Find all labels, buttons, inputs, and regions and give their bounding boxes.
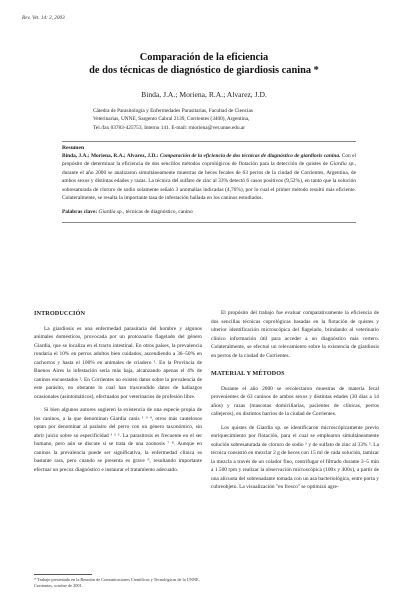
keywords-value: técnicas de diagnóstico, canino (125, 208, 193, 215)
title-line-1: Comparación de la eficiencia (139, 52, 269, 63)
abstract-text (62, 152, 356, 203)
right-paragraph-1: El propósito del trabajo fue evaluar comparativamente la eficiencia de dos sencillas técnicas coprológicas basadas en la flotación de quistes y ulterior identificación microscópica del flagelado, brindando al veterinario clínico información útil para acceder a un diagnóstico más certero. Colateralmente, se efectuó un relevamiento sobre la existencia de giardiosis en perros de la ciudad de Corrientes. (211, 310, 379, 359)
keywords-label: Palabras clave: (62, 208, 98, 215)
affiliation-line-1: Cátedra de Parasitología y Enfermedades Parasitarias, Facultad de Ciencias (93, 108, 253, 114)
intro-heading: INTRODUCCIÓN (34, 310, 86, 317)
right-paragraph-3: Los quistes de Giardia sp. se identificaron microscópicamente previo enriquecimiento por flotación, para el cual se emplearon simultáneamente solución sobresaturada de cloruro de sodio ⁵ y de sulfato de zinc al 33% ³. La técnica consistió en mezclar 2 g de heces con 15 ml de cada solución, tamizar la mezcla a través de un colador fino, centrifugar el filtrado durante 3–5 min a 1.500 rpm y realizar la observación microscópica (100x y 400x), a partir de una alícuota del sobrenadante tomada con un asa bacteriológica, entre porta y cubreobjeto. La visualización "en fresco" se optimizó agre- (211, 424, 379, 490)
abstract-genus: Giardia sp., (329, 161, 356, 168)
abstract-cite-authors: Binda, J.A.; Moriena, R.A.; Alvarez, J.D.: (62, 153, 159, 159)
affiliation (93, 107, 393, 132)
left-paragraph-1: La giardiosis es una enfermedad parasitaria del hombre y algunos animales domésticos, provocada por un protozoario flagelado del género Giardia, que se localiza en el tracto intestinal. En otros países, la prevalencia rondaría el 10% en perros adultos bien cuidados, ascendiendo a 36–50% en cachorros y hasta el 100% en animales de criadero ¹. En la Provincia de Buenos Aires la infestación sería más baja, alcanzando apenas el 4% de caninos encuestados ². En Corrientes no existen datos sobre la prevalencia de este parásito, no obstante lo cual han trascendido datos de hallazgos ocasionales (asintomáticos), efectuados por veterinarios de profesión libre. (34, 325, 202, 400)
keywords (62, 208, 356, 223)
footnote: * Trabajo presentado en la Reunión de Comunicaciones Científicas y Tecnológicas de la UNNE, Corrientes, octubre de 2001. (34, 577, 200, 588)
authors: Binda, J.A.; Moriena, R.A.; Alvarez, J.D. (141, 90, 267, 99)
abstract-body-2: durante el año 2000 se analizaron simultáneamente muestras de heces fecales de 63 perros de la ciudad de Corrientes, Argentina, de ambos sexos y distintas edades y razas. La técnica del sulfato de zinc al 33% detectó 6 casos positivos (9,52%), en tanto que la solución sobresaturada de cloruro de sodio solamente señaló 3 anomalías indicadas (4,76%), por lo cual el primer método resultó más eficiente. Colateralmente, se resalta la importante tasa de infestación hallada en los caninos estudiados. (62, 169, 356, 202)
left-column (34, 309, 202, 479)
abstract-body-1: Con el propósito de determinar la eficiencia de dos sencillos métodos coprológicos de flotación para la detección de quistes de (62, 153, 356, 168)
title-line-2: de dos técnicas de diagnóstico de giardiosis canina * (89, 64, 319, 76)
methods-heading: MATERIAL Y MÉTODOS (211, 370, 285, 377)
footnote-rule (34, 574, 92, 575)
article-title (40, 52, 368, 77)
affiliation-line-3: Tel./fax 03783-425753, Interno 141. E-mail: rmoriena@vet.unne.edu.ar (93, 124, 246, 131)
abstract-box (62, 141, 356, 223)
right-column (211, 309, 379, 497)
affiliation-line-2: Veterinarias, UNNE, Sargento Cabral 2139, Corrientes (3400), Argentina, (93, 116, 250, 123)
right-paragraph-2: Durante el año 2000 se recolectaron muestras de materia fecal provenientes de 63 caninos de ambos sexos y distintas edades (30 días a 14 años) y razas (mascotas domiciliarias, pacientes de clínicas, perros callejeros), en distintos barrios de la ciudad de Corrientes. (211, 385, 379, 417)
left-paragraph-2: Si bien algunos autores sugieren la existencia de una especie propia de los caninos, a la que denominan Giardia canis ¹ ³ ⁴, otros más cautelosos optan por denominar al parásito del perro con un género taxonómico, sin abrir juicio sobre su especificidad ³ ⁵ ⁶. La parasitosis es frecuente en el ser humano, pero aún se discute si se trata de una zoonosis ⁷ ⁸. Aunque en caninos la prevalencia puede ser significativa, la enfermedad clínica es bastante rara, pero cuando se presenta es grave ⁹, resultando importante efectuar un precoz diagnóstico e instaurar el tratamiento adecuado. (34, 407, 202, 473)
keywords-genus: Giardia sp., (98, 208, 125, 215)
running-head: Rev. Vet. 14: 2, 2003 (22, 15, 65, 21)
abstract-cite-title: Comparación de la eficiencia de dos técnicas de diagnóstico de giardiosis canina. (159, 153, 341, 159)
abstract-heading: Resumen (62, 145, 85, 151)
